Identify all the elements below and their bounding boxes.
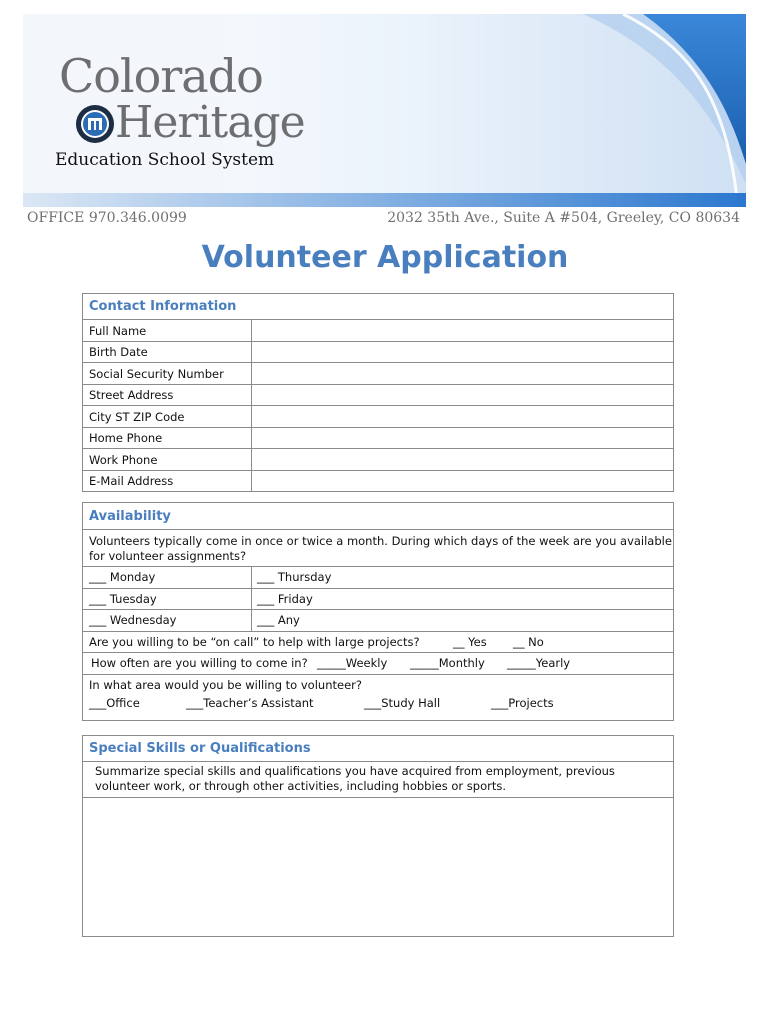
availability-intro-line1: Volunteers typically come in once or twice a month. During which days of the week are you available bbox=[89, 534, 672, 548]
on-call-yes[interactable]: __ Yes bbox=[453, 635, 487, 649]
contact-heading: Contact Information bbox=[89, 299, 237, 314]
area-teachers-assistant[interactable]: ___Teacher’s Assistant bbox=[186, 696, 314, 710]
ssn-field[interactable] bbox=[257, 367, 667, 383]
work-phone-field[interactable] bbox=[257, 453, 667, 469]
frequency-question: How often are you willing to come in? bbox=[91, 656, 308, 670]
label-birth-date: Birth Date bbox=[89, 345, 148, 359]
page-title: Volunteer Application bbox=[201, 240, 569, 275]
frequency-monthly[interactable]: _____Monthly bbox=[410, 656, 485, 670]
availability-section bbox=[82, 502, 674, 721]
logo-word-colorado: Colorado bbox=[59, 49, 263, 103]
skills-desc-line2: volunteer work, or through other activities, including hobbies or sports. bbox=[95, 779, 507, 793]
label-street-address: Street Address bbox=[89, 388, 174, 402]
day-monday[interactable]: ___ Monday bbox=[89, 570, 156, 584]
office-address: 2032 35th Ave., Suite A #504, Greeley, CO 80634 bbox=[387, 210, 740, 226]
on-call-question: Are you willing to be “on call” to help with large projects? bbox=[89, 635, 420, 649]
availability-heading: Availability bbox=[89, 509, 171, 524]
on-call-no[interactable]: __ No bbox=[513, 635, 544, 649]
skills-heading: Special Skills or Qualifications bbox=[89, 741, 311, 756]
home-phone-field[interactable] bbox=[257, 431, 667, 447]
label-home-phone: Home Phone bbox=[89, 431, 163, 445]
skills-desc-line1: Summarize special skills and qualifications you have acquired from employment, previous bbox=[95, 764, 615, 778]
day-friday[interactable]: ___ Friday bbox=[257, 592, 313, 606]
city-st-zip-field[interactable] bbox=[257, 410, 667, 426]
skills-answer-area[interactable] bbox=[89, 802, 667, 932]
office-phone: OFFICE 970.346.0099 bbox=[27, 210, 187, 226]
logo-word-heritage: Heritage bbox=[115, 97, 305, 148]
contact-section bbox=[82, 293, 674, 492]
day-thursday[interactable]: ___ Thursday bbox=[257, 570, 332, 584]
full-name-field[interactable] bbox=[257, 324, 667, 340]
day-wednesday[interactable]: ___ Wednesday bbox=[89, 613, 177, 627]
street-address-field[interactable] bbox=[257, 388, 667, 404]
area-question: In what area would you be willing to volunteer? bbox=[89, 678, 362, 692]
label-full-name: Full Name bbox=[89, 324, 147, 338]
label-email: E-Mail Address bbox=[89, 474, 174, 488]
area-projects[interactable]: ___Projects bbox=[491, 696, 554, 710]
area-office[interactable]: ___Office bbox=[89, 696, 140, 710]
day-any[interactable]: ___ Any bbox=[257, 613, 300, 627]
availability-intro-line2: for volunteer assignments? bbox=[89, 549, 247, 563]
label-ssn: Social Security Number bbox=[89, 367, 224, 381]
skills-section bbox=[82, 735, 674, 937]
day-tuesday[interactable]: ___ Tuesday bbox=[89, 592, 157, 606]
label-city-st-zip: City ST ZIP Code bbox=[89, 410, 185, 424]
logo-subtitle: Education School System bbox=[55, 150, 275, 170]
school-seal-icon bbox=[75, 104, 115, 144]
frequency-yearly[interactable]: _____Yearly bbox=[507, 656, 571, 670]
letterhead-banner bbox=[23, 14, 746, 207]
birth-date-field[interactable] bbox=[257, 345, 667, 361]
frequency-weekly[interactable]: _____Weekly bbox=[317, 656, 388, 670]
area-study-hall[interactable]: ___Study Hall bbox=[364, 696, 441, 710]
label-work-phone: Work Phone bbox=[89, 453, 158, 467]
email-field[interactable] bbox=[257, 474, 667, 490]
